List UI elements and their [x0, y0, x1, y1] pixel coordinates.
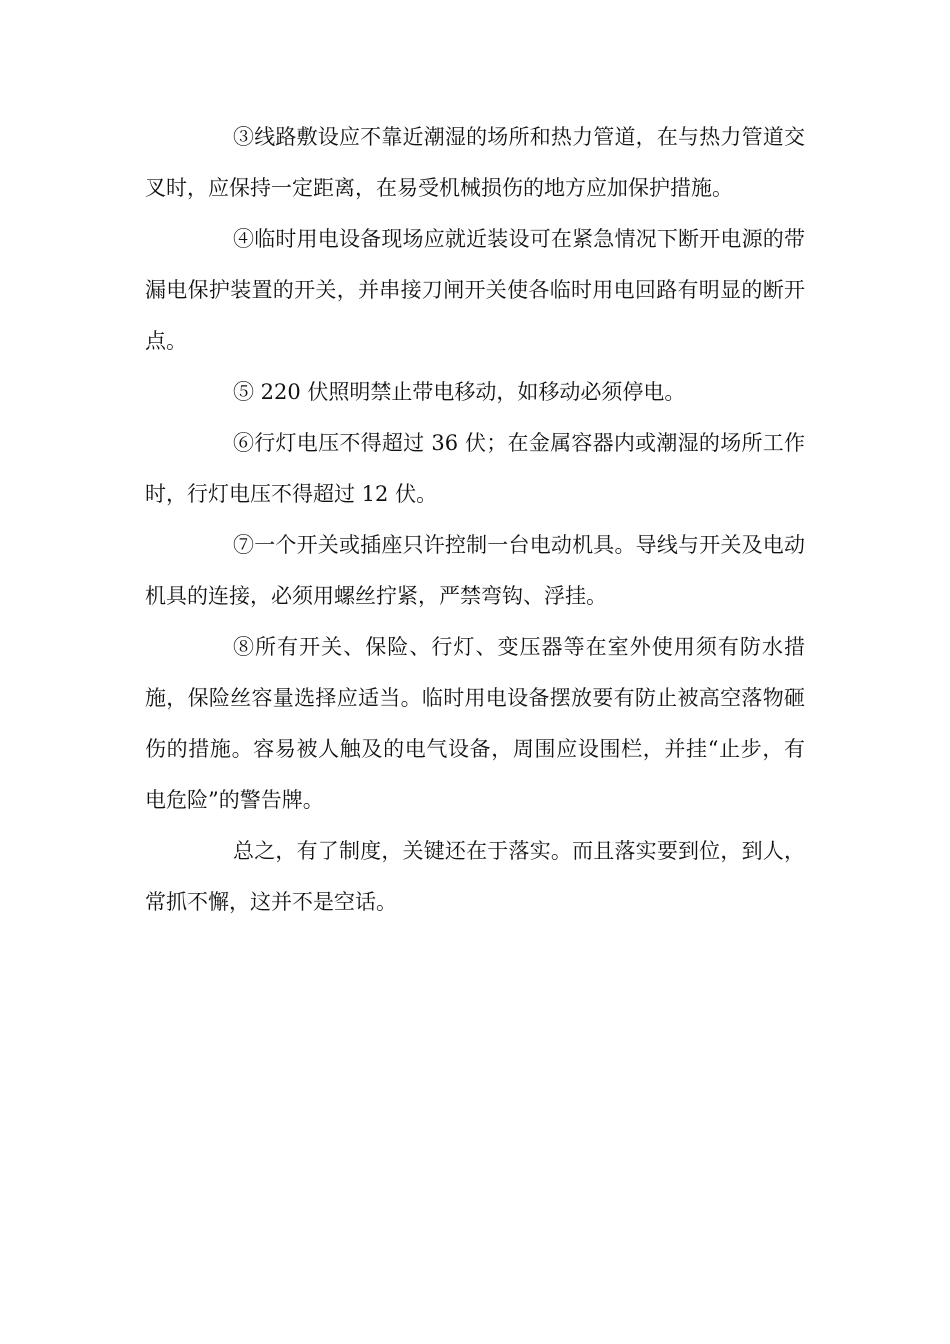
paragraph-item-4: ④临时用电设备现场应就近装设可在紧急情况下断开电源的带漏电保护装置的开关，并串接刀闸开关使各临时用电回路有明显的断开点。: [145, 227, 805, 353]
document-body: [145, 112, 805, 928]
paragraph-conclusion: 总之，有了制度，关键还在于落实。而且落实要到位，到人，常抓不懈，这并不是空话。: [145, 839, 805, 914]
paragraph-item-8: ⑧所有开关、保险、行灯、变压器等在室外使用须有防水措施，保险丝容量选择应适当。临时用电设备摆放要有防止被高空落物砸伤的措施。容易被人触及的电气设备，周围应设围栏，并挂“止步，有电危险”的警告牌。: [145, 635, 805, 812]
paragraph-item-3: ③线路敷设应不靠近潮湿的场所和热力管道，在与热力管道交叉时，应保持一定距离，在易受机械损伤的地方应加保护措施。: [145, 125, 805, 200]
paragraph-item-7: ⑦一个开关或插座只许控制一台电动机具。导线与开关及电动机具的连接，必须用螺丝拧紧，严禁弯钩、浮挂。: [145, 533, 805, 608]
paragraph-item-6: ⑥行灯电压不得超过 36 伏；在金属容器内或潮湿的场所工作时，行灯电压不得超过 12 伏。: [145, 431, 805, 506]
paragraph-item-5: ⑤ 220 伏照明禁止带电移动，如移动必须停电。: [233, 380, 686, 404]
